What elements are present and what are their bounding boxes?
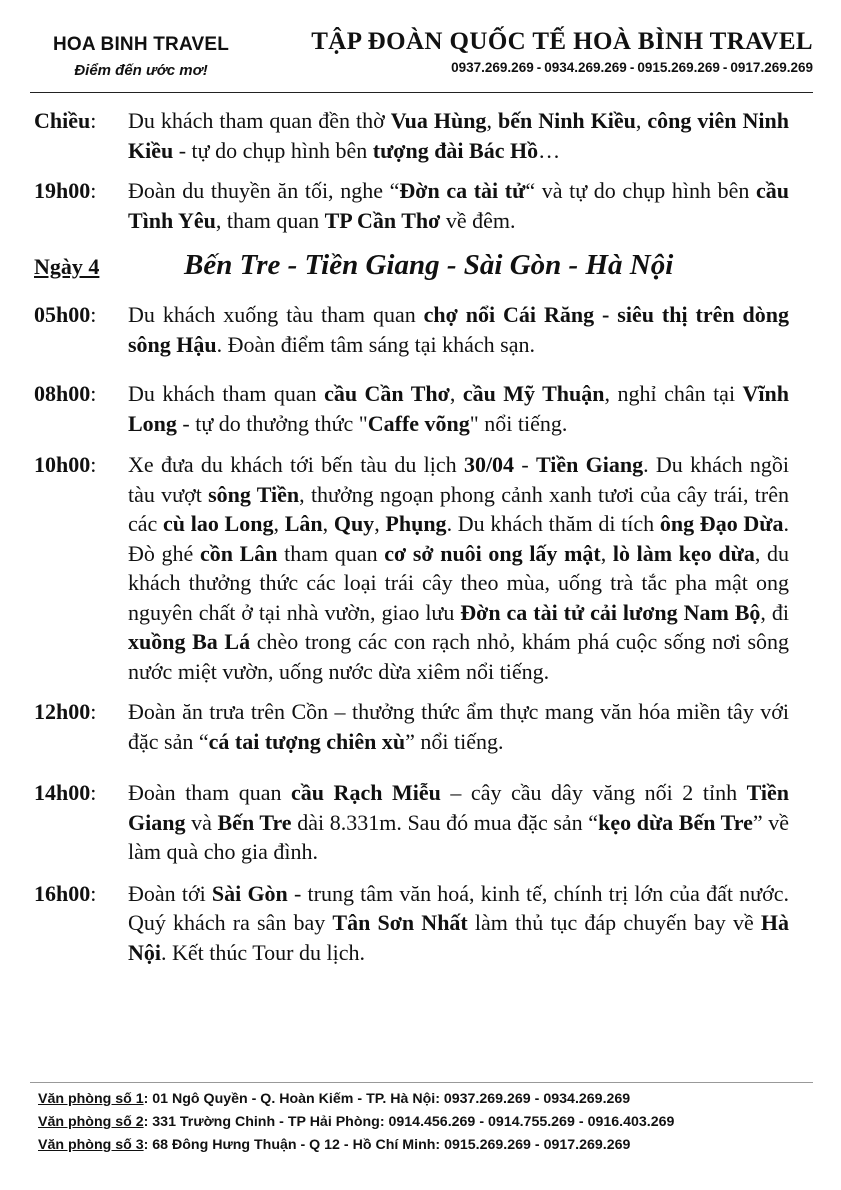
schedule-entry (34, 176, 789, 235)
office-phone: 0917.269.269 (543, 1137, 631, 1153)
schedule-entry (34, 778, 789, 867)
highlighted-place: bến Ninh Kiều (497, 108, 636, 133)
highlighted-place: cầu Mỹ Thuận (462, 381, 605, 406)
office-phone: 0916.403.269 (587, 1114, 675, 1130)
office-address: 68 Đông Hưng Thuận - Q 12 (152, 1137, 340, 1153)
office-phone: 0937.269.269 (443, 1091, 531, 1107)
description-text: Du khách tham quan (128, 381, 325, 406)
description-text: . Du khách thăm di tích (446, 511, 660, 536)
description-text: Du khách tham quan đền thờ (128, 108, 391, 133)
description-text: , (486, 108, 498, 133)
office-footer (38, 1088, 818, 1157)
itinerary-day4 (34, 300, 789, 967)
phone-number: 0917.269.269 (730, 60, 813, 75)
description-text: “ và tự do chụp hình bên (525, 178, 756, 203)
schedule-entry (34, 697, 789, 756)
highlighted-place: chợ nổi Cái Răng - siêu thị trên dòng sông Hậu (128, 302, 789, 357)
description-text: Đoàn du thuyền ăn tối, nghe “ (128, 178, 400, 203)
office-phone: 0934.269.269 (543, 1091, 631, 1107)
page-header (30, 28, 813, 88)
highlighted-place: Tiền Giang (128, 780, 789, 835)
highlighted-place: công viên Ninh Kiều (128, 108, 790, 163)
highlighted-place: cù lao Long (163, 511, 274, 536)
description-text: về đêm. (440, 207, 516, 233)
description-text: làm thủ tục đáp chuyến bay về (467, 910, 761, 935)
schedule-description (128, 697, 789, 756)
schedule-entry (34, 379, 789, 438)
description-text: . Đò ghé (128, 511, 790, 566)
description-text: . Đoàn điểm tâm sáng tại khách sạn. (216, 331, 535, 357)
description-text: , tham quan (215, 207, 325, 233)
schedule-description (128, 450, 789, 686)
office-label: Văn phòng số 1 (38, 1091, 144, 1107)
description-text: tham quan (277, 540, 385, 566)
highlighted-place: cầu Tình Yêu (128, 178, 789, 233)
highlighted-place: Đờn ca tài tử (399, 178, 526, 203)
schedule-description (128, 379, 789, 438)
description-text: – cây cầu dây văng nối 2 tỉnh (440, 780, 747, 805)
corporation-phones: 0937.269.269 - 0934.269.269 - 0915.269.269 - 0917.269.269 (451, 60, 813, 75)
brand-block (36, 34, 246, 79)
brand-slogan: Điểm đến ước mơ! (74, 62, 208, 79)
office-label: Văn phòng số 2 (38, 1114, 144, 1130)
schedule-description (128, 778, 789, 867)
phone-number: 0934.269.269 (544, 60, 627, 75)
description-text: , (322, 511, 334, 536)
itinerary-day3-continued (34, 106, 789, 235)
description-text: chèo trong các con rạch nhỏ, khám phá cuộc sống nơi sông nước miệt vườn, uống nước dừa xiêm nổi tiếng. (128, 629, 789, 684)
schedule-time: 16h00: (34, 880, 97, 906)
highlighted-place: Tiền Giang (535, 452, 644, 477)
highlighted-place: xuồng Ba Lá (128, 629, 251, 654)
description-text: , (600, 540, 613, 566)
office-city: Hồ Chí Minh (352, 1137, 436, 1153)
highlighted-place: 30/04 (463, 452, 515, 477)
description-text: . Kết thúc Tour du lịch. (161, 939, 365, 965)
header-divider (30, 92, 813, 93)
schedule-time: 12h00: (34, 699, 97, 724)
day-title: Bến Tre - Tiền Giang - Sài Gòn - Hà Nội (184, 249, 674, 281)
schedule-entry (34, 106, 789, 165)
description-text: , (635, 108, 648, 133)
schedule-description (128, 176, 789, 235)
schedule-time: 08h00: (34, 381, 97, 406)
highlighted-place: lò làm kẹo dừa (612, 540, 755, 566)
highlighted-place: cầu Rạch Miễu (291, 780, 441, 805)
description-text: … (538, 137, 561, 163)
description-text: ” nổi tiếng. (405, 728, 504, 754)
schedule-entry (34, 450, 789, 686)
highlighted-place: Lân (284, 511, 323, 536)
schedule-description (128, 300, 789, 359)
description-text: dài 8.331m. Sau đó mua đặc sản “ (291, 809, 599, 835)
office-line: Văn phòng số 2: 331 Trường Chinh - TP Hải Phòng: 0914.456.269 - 0914.755.269 - 0916.403.269 (38, 1114, 675, 1130)
description-text: Đoàn ăn trưa trên Cồn – thưởng thức ẩm thực mang văn hóa miền tây với đặc sản “ (128, 699, 789, 754)
schedule-time: 05h00: (34, 302, 97, 327)
highlighted-place: cá tai tượng chiên xù (208, 728, 406, 754)
office-line: Văn phòng số 1: 01 Ngô Quyền - Q. Hoàn Kiếm - TP. Hà Nội: 0937.269.269 - 0934.269.269 (38, 1091, 631, 1107)
description-text: , du khách thưởng thức các loại trái cây theo mùa, uống trà tắc pha mật ong nguyên chất ở tại nhà vườn, giao lưu (128, 540, 789, 625)
highlighted-place: Vĩnh Long (128, 381, 790, 436)
description-text: - tự do chụp hình bên (173, 137, 373, 163)
description-text: - trung tâm văn hoá, kinh tế, chính trị lớn của đất nước. Quý khách ra sân bay (128, 880, 789, 935)
highlighted-place: Bến Tre (217, 809, 292, 835)
description-text: Xe đưa du khách tới bến tàu du lịch (128, 452, 464, 477)
schedule-time: 14h00: (34, 780, 97, 805)
office-phone: 0915.269.269 (444, 1137, 531, 1153)
highlighted-place: cơ sở nuôi ong lấy mật (384, 540, 601, 566)
description-text: , (449, 381, 463, 406)
office-city: TP. Hà Nội (366, 1091, 436, 1107)
description-text: ” về làm quà cho gia đình. (128, 809, 789, 864)
highlighted-place: Đờn ca tài tử cải lương Nam Bộ (460, 599, 761, 625)
description-text: " nổi tiếng. (469, 410, 568, 436)
highlighted-place: kẹo dừa Bến Tre (598, 809, 753, 835)
description-text: . Du khách ngồi tàu vượt (128, 452, 789, 507)
description-text: Đoàn tới (128, 880, 212, 906)
office-city: TP Hải Phòng (287, 1114, 380, 1130)
highlighted-place: tượng đài Bác Hồ (372, 137, 539, 163)
schedule-entry (34, 879, 789, 968)
schedule-entry (34, 300, 789, 359)
description-text: Đoàn tham quan (128, 780, 292, 805)
highlighted-place: ông Đạo Dừa (659, 511, 784, 536)
description-text: , nghỉ chân tại (604, 381, 743, 406)
office-label: Văn phòng số 3 (38, 1137, 144, 1153)
office-phone: 0914.456.269 (388, 1114, 476, 1130)
description-text: - (514, 452, 536, 477)
highlighted-place: Hà Nội (128, 910, 789, 965)
footer-divider (30, 1082, 813, 1083)
description-text: , (273, 511, 285, 536)
highlighted-place: sông Tiền (208, 481, 300, 507)
office-line: Văn phòng số 3: 68 Đông Hưng Thuận - Q 12 - Hồ Chí Minh: 0915.269.269 - 0917.269.269 (38, 1137, 631, 1153)
highlighted-place: Phụng (385, 511, 447, 536)
corporation-name: TẬP ĐOÀN QUỐC TẾ HOÀ BÌNH TRAVEL (311, 28, 813, 55)
office-address: 331 Trường Chinh (152, 1114, 276, 1130)
schedule-description (128, 879, 789, 968)
office-address: 01 Ngô Quyền - Q. Hoàn Kiếm (152, 1091, 354, 1107)
corporation-block (311, 28, 813, 75)
phone-number: 0937.269.269 (451, 60, 534, 75)
highlighted-place: Caffe võng (367, 410, 470, 436)
highlighted-place: TP Cần Thơ (324, 207, 441, 233)
description-text: và (185, 809, 218, 835)
highlighted-place: cồn Lân (199, 540, 278, 566)
schedule-time: 19h00: (34, 178, 97, 203)
description-text: , đi (760, 599, 789, 625)
schedule-description (128, 106, 789, 165)
highlighted-place: Sài Gòn (211, 880, 288, 906)
day-label: Ngày 4 (34, 254, 100, 279)
brand-name: HOA BINH TRAVEL (52, 34, 230, 55)
schedule-time: Chiều: (34, 108, 97, 133)
description-text: , thưởng ngoạn phong cảnh xanh tươi của cây trái, trên các (128, 481, 790, 536)
itinerary (34, 106, 789, 967)
schedule-time: 10h00: (34, 452, 97, 477)
highlighted-place: Quy (333, 511, 375, 536)
highlighted-place: Tân Sơn Nhất (332, 910, 468, 935)
description-text: , (374, 511, 386, 536)
office-phone: 0914.755.269 (488, 1114, 575, 1130)
day-heading (34, 249, 789, 282)
highlighted-place: cầu Cần Thơ (324, 381, 450, 406)
description-text: Du khách xuống tàu tham quan (128, 302, 424, 327)
description-text: - tự do thưởng thức " (176, 410, 368, 436)
phone-number: 0915.269.269 (637, 60, 720, 75)
highlighted-place: Vua Hùng (390, 108, 487, 133)
